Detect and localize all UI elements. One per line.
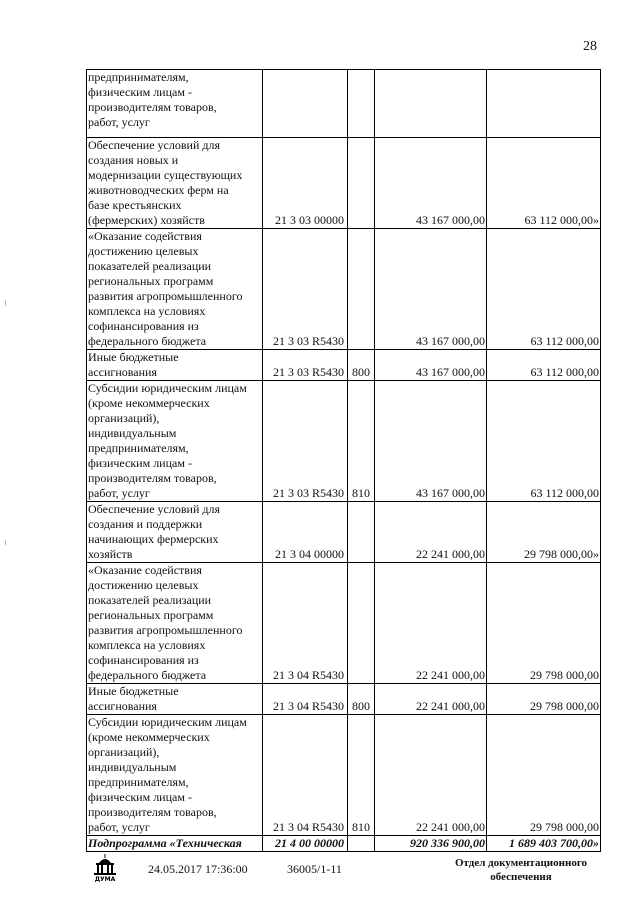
row-description: предпринимателям, физическим лицам - производителям товаров, работ, услуг — [87, 70, 263, 138]
table-row — [87, 715, 601, 836]
row-amount-new: 1 689 403 700,00» — [487, 836, 601, 852]
row-amount-current: 22 241 000,00 — [375, 715, 487, 836]
table-row — [87, 563, 601, 684]
row-amount-new: 29 798 000,00» — [487, 502, 601, 563]
footer-department-line1: Отдел документационного — [454, 857, 588, 869]
footer-timestamp: 24.05.2017 17:36:00 — [148, 862, 248, 876]
row-description: Иные бюджетные ассигнования — [87, 684, 263, 715]
row-code: 21 3 03 00000 — [263, 138, 348, 229]
table-row — [87, 70, 601, 138]
row-description: «Оказание содействия достижению целевых показателей реализации региональных программ развития агропромышленного комплекса на условиях софинансирования из федерального бюджета — [87, 563, 263, 684]
scan-mark — [5, 540, 6, 545]
row-amount-new: 29 798 000,00 — [487, 715, 601, 836]
row-amount-new: 29 798 000,00 — [487, 563, 601, 684]
row-amount-new: 63 112 000,00 — [487, 229, 601, 350]
row-code: 21 4 00 00000 — [263, 836, 348, 852]
row-expense-type — [348, 836, 375, 852]
row-description: Обеспечение условий для создания новых и модернизации существующих животноводческих ферм на базе крестьянских (фермерских) хозяйств — [87, 138, 263, 229]
row-amount-new — [487, 70, 601, 138]
table-row — [87, 836, 601, 852]
row-description: Подпрограмма «Техническая — [87, 836, 263, 852]
row-expense-type — [348, 229, 375, 350]
row-amount-new: 29 798 000,00 — [487, 684, 601, 715]
table-row — [87, 381, 601, 502]
table-row — [87, 350, 601, 381]
row-amount-current: 920 336 900,00 — [375, 836, 487, 852]
duma-building-icon — [92, 853, 118, 883]
row-code: 21 3 04 00000 — [263, 502, 348, 563]
row-amount-new: 63 112 000,00 — [487, 350, 601, 381]
row-amount-current: 22 241 000,00 — [375, 684, 487, 715]
row-amount-new: 63 112 000,00 — [487, 381, 601, 502]
page-number: 28 — [583, 39, 597, 54]
row-description: Субсидии юридическим лицам (кроме некоммерческих организаций), индивидуальным предпринимателям, физическим лицам - производителям товаров, работ, услуг — [87, 715, 263, 836]
table-row — [87, 684, 601, 715]
svg-text:ДУМА: ДУМА — [94, 876, 116, 883]
row-expense-type — [348, 138, 375, 229]
row-expense-type — [348, 502, 375, 563]
row-expense-type: 810 — [348, 381, 375, 502]
footer-doc-number: 36005/1-11 — [287, 862, 342, 876]
row-code: 21 3 04 R5430 — [263, 563, 348, 684]
footer-department-line2: обеспечения — [490, 871, 552, 883]
row-amount-current: 22 241 000,00 — [375, 502, 487, 563]
row-amount-current: 22 241 000,00 — [375, 563, 487, 684]
row-expense-type: 800 — [348, 350, 375, 381]
row-code — [263, 70, 348, 138]
row-description: Обеспечение условий для создания и поддержки начинающих фермерских хозяйств — [87, 502, 263, 563]
row-amount-current — [375, 70, 487, 138]
row-code: 21 3 04 R5430 — [263, 684, 348, 715]
table-row — [87, 502, 601, 563]
row-expense-type — [348, 563, 375, 684]
row-description: «Оказание содействия достижению целевых показателей реализации региональных программ развития агропромышленного комплекса на условиях софинансирования из федерального бюджета — [87, 229, 263, 350]
table-row — [87, 138, 601, 229]
row-description: Иные бюджетные ассигнования — [87, 350, 263, 381]
row-code: 21 3 04 R5430 — [263, 715, 348, 836]
row-amount-current: 43 167 000,00 — [375, 138, 487, 229]
row-expense-type — [348, 70, 375, 138]
row-expense-type: 810 — [348, 715, 375, 836]
row-amount-current: 43 167 000,00 — [375, 350, 487, 381]
row-amount-current: 43 167 000,00 — [375, 381, 487, 502]
table-row — [87, 229, 601, 350]
row-expense-type: 800 — [348, 684, 375, 715]
footer-department — [446, 856, 596, 884]
row-description: Субсидии юридическим лицам (кроме некоммерческих организаций), индивидуальным предпринимателям, физическим лицам - производителям товаров, работ, услуг — [87, 381, 263, 502]
row-code: 21 3 03 R5430 — [263, 381, 348, 502]
budget-table — [86, 69, 601, 852]
row-code: 21 3 03 R5430 — [263, 350, 348, 381]
row-amount-current: 43 167 000,00 — [375, 229, 487, 350]
scan-mark — [5, 300, 6, 306]
row-code: 21 3 03 R5430 — [263, 229, 348, 350]
row-amount-new: 63 112 000,00» — [487, 138, 601, 229]
